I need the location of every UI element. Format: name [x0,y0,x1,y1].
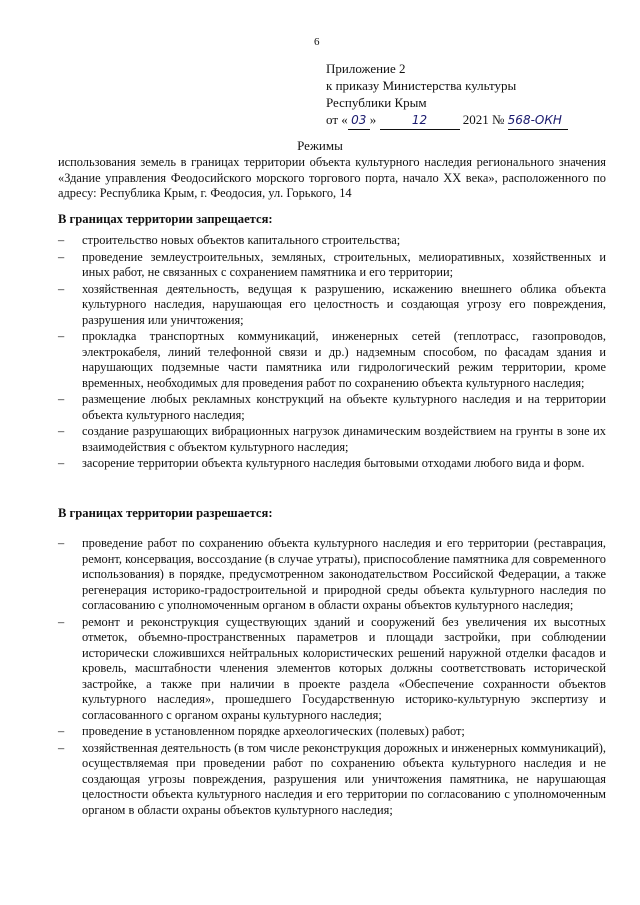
date-prefix: от « [326,112,348,127]
appendix-line-1: Приложение 2 [326,61,406,76]
document-number: 568-ОКН [508,112,568,130]
dash-marker: – [58,724,65,738]
list-item [58,724,606,740]
page-number: 6 [314,36,320,48]
prohibited-list [58,233,606,473]
date-day: 03 [348,112,370,130]
appendix-block [326,60,568,130]
list-item [58,282,606,329]
appendix-line-2: к приказу Министерства культуры [326,78,517,93]
list-item [58,536,606,614]
dash-marker: – [58,329,65,343]
list-item-text: размещение любых рекламных конструкций на объекте культурного наследия и на территории объекта культурного наследия; [82,392,606,422]
dash-marker: – [58,614,65,629]
list-item [58,741,606,819]
list-item [58,456,606,472]
list-item-text: проведение в установленном порядке археологических (полевых) работ; [82,724,465,738]
document-title: Режимы [297,138,343,153]
appendix-line-3: Республики Крым [326,95,427,110]
date-year: 2021 № [462,112,505,127]
allowed-list [58,536,606,819]
list-item-text: проведение работ по сохранению объекта культурного наследия и его территории (реставрация, ремонт, консервация, воссоздание (в случае утраты), приспособление памятника для современного использования) в порядке, предусмотренном законодательством Российской Федерации, а также регенерация историко-градостроительной и природной среды объекта культурного наследия по согласованию с уполномоченным органом в области охраны объектов культурного наследия; [82,536,606,612]
dash-marker: – [58,281,65,296]
list-item [58,615,606,724]
dash-marker: – [58,536,65,550]
list-item-text: прокладка транспортных коммуникаций, инженерных сетей (теплотрасс, газопроводов, электрокабеля, линий телефонной связи и др.) надземным способом, по фасадам здания и нарушающих подземные части памятника или гидрологический режим территории, кроме временных, необходимых для проведения работ по сохранению объекта культурного наследия; [82,329,606,390]
prohibited-heading: В границах территории запрещается: [58,212,273,226]
list-item-text: создание разрушающих вибрационных нагрузок динамическим воздействием на грунты в зоне их взаимодействия с объектом культурного наследия; [82,424,606,454]
list-item-text: хозяйственная деятельность (в том числе реконструкция дорожных и инженерных коммуникаций), осуществляемая при проведении работ по сохранению объекта культурного наследия и не создающая угрозы повреждения, разрушения или уничтожения памятника, не нарушающая целостности объекта культурного наследия и его территории по согласованию с уполномоченным органом в области охраны объектов культурного наследия; [82,740,606,817]
dash-marker: – [58,740,65,755]
list-item [58,250,606,281]
list-item-text: засорение территории объекта культурного наследия бытовыми отходами любого вида и форм. [82,456,585,470]
list-item [58,329,606,391]
dash-marker: – [58,424,65,438]
appendix-date-line [326,111,568,130]
dash-marker: – [58,249,65,264]
document-subtitle: использования земель в границах территории объекта культурного наследия регионального значения «Здание управления Феодосийского морского торгового порта, начало XX века», расположенного по адресу: Республика Крым, г. Феодосия, ул. Горького, 14 [58,155,606,200]
list-item-text: строительство новых объектов капитального строительства; [82,233,401,247]
dash-marker: – [58,233,65,247]
date-mid: » [369,112,377,127]
list-item [58,424,606,455]
list-item-text: проведение землеустроительных, земляных, строительных, мелиоративных, хозяйственных и иных работ, не связанных с сохранением памятника и его территории; [82,249,606,279]
list-item [58,233,606,249]
list-item-text: ремонт и реконструкция существующих зданий и сооружений без увеличения их высотных отметок, объемно-пространственных параметров и площади застройки, при соблюдении исторически сложившихся нейтральных колористических решений наружной отделки фасадов и кровель, масштабности членения элементов которых должны соответствовать исторической застройке, а также при наличии в проекте раздела «Обеспечение сохранности объектов культурного наследия», прошедшего Государственную историко-культурную экспертизу и согласованного с органом охраны культурного наследия; [82,614,606,722]
date-month: 12 [380,112,460,130]
dash-marker: – [58,456,65,470]
list-item [58,392,606,423]
list-item-text: хозяйственная деятельность, ведущая к разрушению, искажению внешнего облика объекта культурного наследия, нарушающая его целостность и создающая угрозу его повреждения, разрушения или уничтожения; [82,281,606,327]
dash-marker: – [58,392,65,406]
allowed-heading: В границах территории разрешается: [58,506,273,520]
